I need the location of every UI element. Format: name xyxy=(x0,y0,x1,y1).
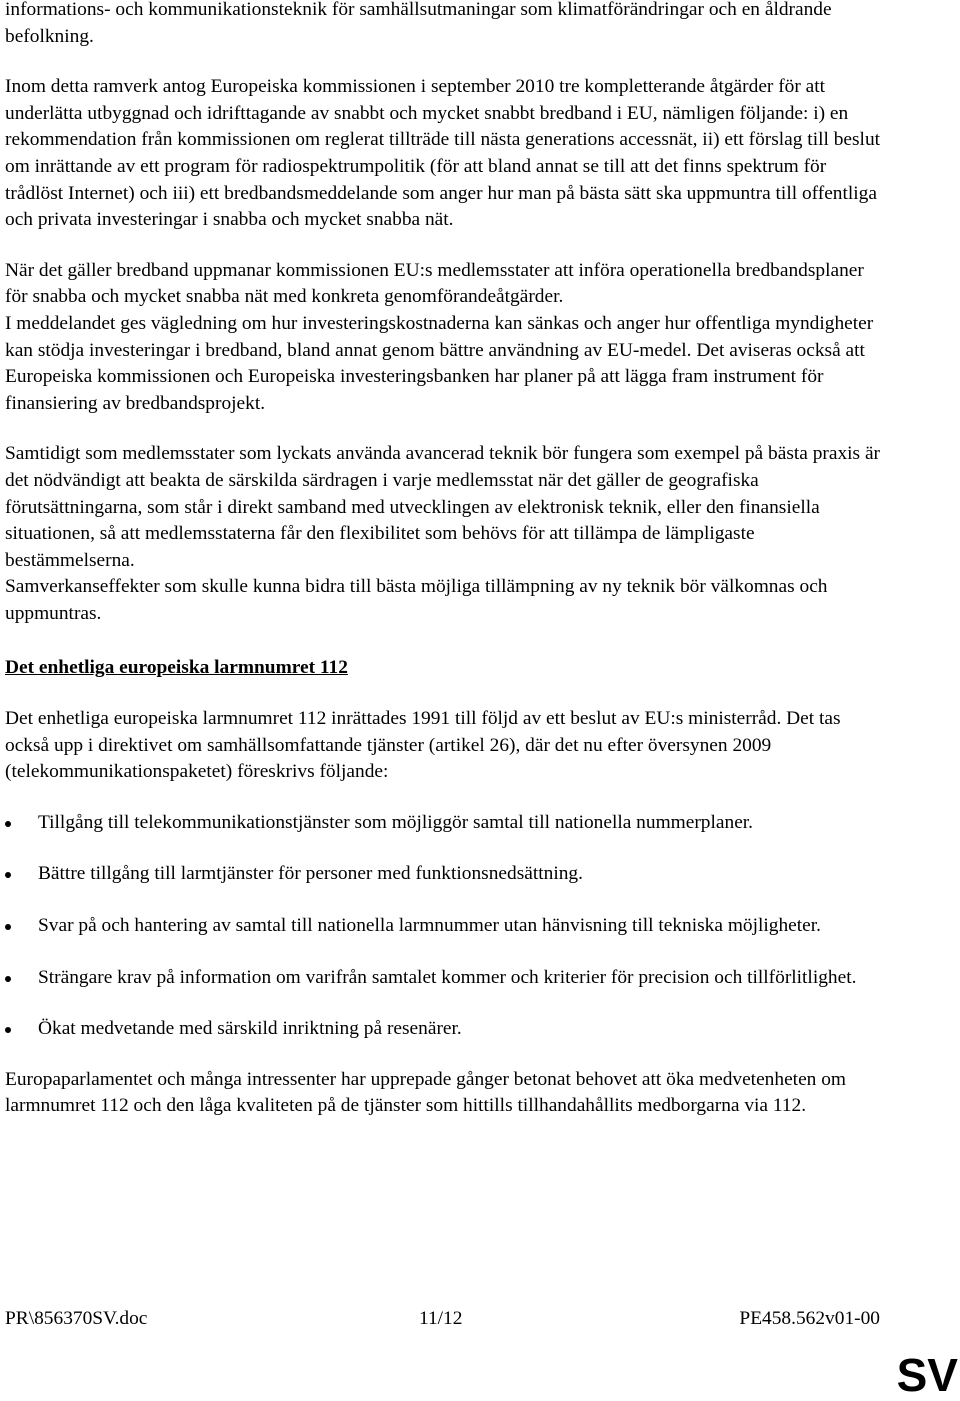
language-code: SV xyxy=(896,1349,958,1401)
list-item xyxy=(5,913,885,940)
paragraph-parliament: Europaparlamentet och många intressenter har upprepade gånger betonat behovet att öka medvetenheten om larmnumret 112 och den låga kvaliteten på de tjänster som hittills tillhandahållits medborgarna via 112. xyxy=(5,1068,846,1117)
document-body xyxy=(5,0,885,1120)
list-item-text: Ökat medvetande med särskild inriktning på resenärer. xyxy=(38,1018,462,1040)
paragraph-synergies: Samverkanseffekter som skulle kunna bidra till bästa möjliga tillämpning av ny teknik bör välkomnas och uppmuntras. xyxy=(5,576,828,624)
bullet-list xyxy=(5,810,885,1043)
list-item xyxy=(5,861,885,888)
paragraph-member-states: Samtidigt som medlemsstater som lyckats använda avancerad teknik bör fungera som exempel på bästa praxis är det nödvändigt att beakta de särskilda särdragen i varje medlemsstat när det gäller de geografiska förutsättningarna, som står i direkt samband med utvecklingen av elektronisk teknik, eller den finansiella situationen, så att medlemsstaterna får den flexibilitet som behövs för att tillämpa de lämpligaste bestämmelserna. xyxy=(5,443,881,571)
bullet-icon xyxy=(5,872,11,878)
paragraph-guidance: I meddelandet ges vägledning om hur investeringskostnaderna kan sänkas och anger hur offentliga myndigheter kan stödja investeringar i bredband, bland annat genom bättre användning av EU-medel. Det aviseras också att Europeiska kommissionen och Europeiska investeringsbanken har planer på att lägga fram instrument för finansiering av bredbandsprojekt. xyxy=(5,312,874,414)
paragraph-broadband-plans: När det gäller bredband uppmanar kommissionen EU:s medlemsstater att införa operationella bredbandsplaner för snabba och mycket snabba nät med konkreta genomförandeåtgärder. xyxy=(5,259,864,308)
page-footer xyxy=(5,1306,880,1332)
list-item xyxy=(5,1016,885,1043)
footer-pe-ref: PE458.562v01-00 xyxy=(739,1308,880,1329)
bullet-icon xyxy=(5,821,11,827)
list-item-text: Svar på och hantering av samtal till nationella larmnummer utan hänvisning till tekniska möjligheter. xyxy=(38,915,821,937)
bullet-icon xyxy=(5,976,11,982)
list-item xyxy=(5,965,885,992)
list-item-text: Tillgång till telekommunikationstjänster som möjliggör samtal till nationella nummerplaner. xyxy=(38,811,754,833)
paragraph-continuation: informations- och kommunikationsteknik för samhällsutmaningar som klimatförändringar och en åldrande befolkning. xyxy=(5,0,832,47)
bullet-icon xyxy=(5,1027,11,1033)
paragraph-framework: Inom detta ramverk antog Europeiska kommissionen i september 2010 tre kompletterande åtgärder för att underlätta utbyggnad och idrifttagande av snabbt och mycket snabbt bredband i EU, nämligen följande: i) en rekommendation från kommissionen om reglerat tillträde till nästa generations accessnät, ii) ett förslag till beslut om inrättande av ett program för radiospektrumpolitik (för att bland annat se till att det finns spektrum för trådlöst Internet) och iii) ett bredbandsmeddelande som anger hur man på bästa sätt ska uppmuntra till offentliga och privata investeringar i snabba och mycket snabba nät. xyxy=(5,76,881,231)
list-item-text: Strängare krav på information om varifrån samtalet kommer och kriterier för precision och tillförlitlighet. xyxy=(38,966,857,988)
section-heading-112: Det enhetliga europeiska larmnumret 112 xyxy=(5,657,348,679)
footer-page-number: 11/12 xyxy=(419,1308,463,1329)
footer-doc-ref: PR\856370SV.doc xyxy=(5,1308,148,1329)
list-item xyxy=(5,810,885,837)
paragraph-112-intro: Det enhetliga europeiska larmnumret 112 inrättades 1991 till följd av ett beslut av EU:s ministerråd. Det tas också upp i direktivet om samhällsomfattande tjänster (artikel 26), där det nu efter översynen 2009 (telekommunikationspaketet) föreskrivs följande: xyxy=(5,708,841,783)
bullet-icon xyxy=(5,924,11,930)
list-item-text: Bättre tillgång till larmtjänster för personer med funktionsnedsättning. xyxy=(38,863,583,885)
